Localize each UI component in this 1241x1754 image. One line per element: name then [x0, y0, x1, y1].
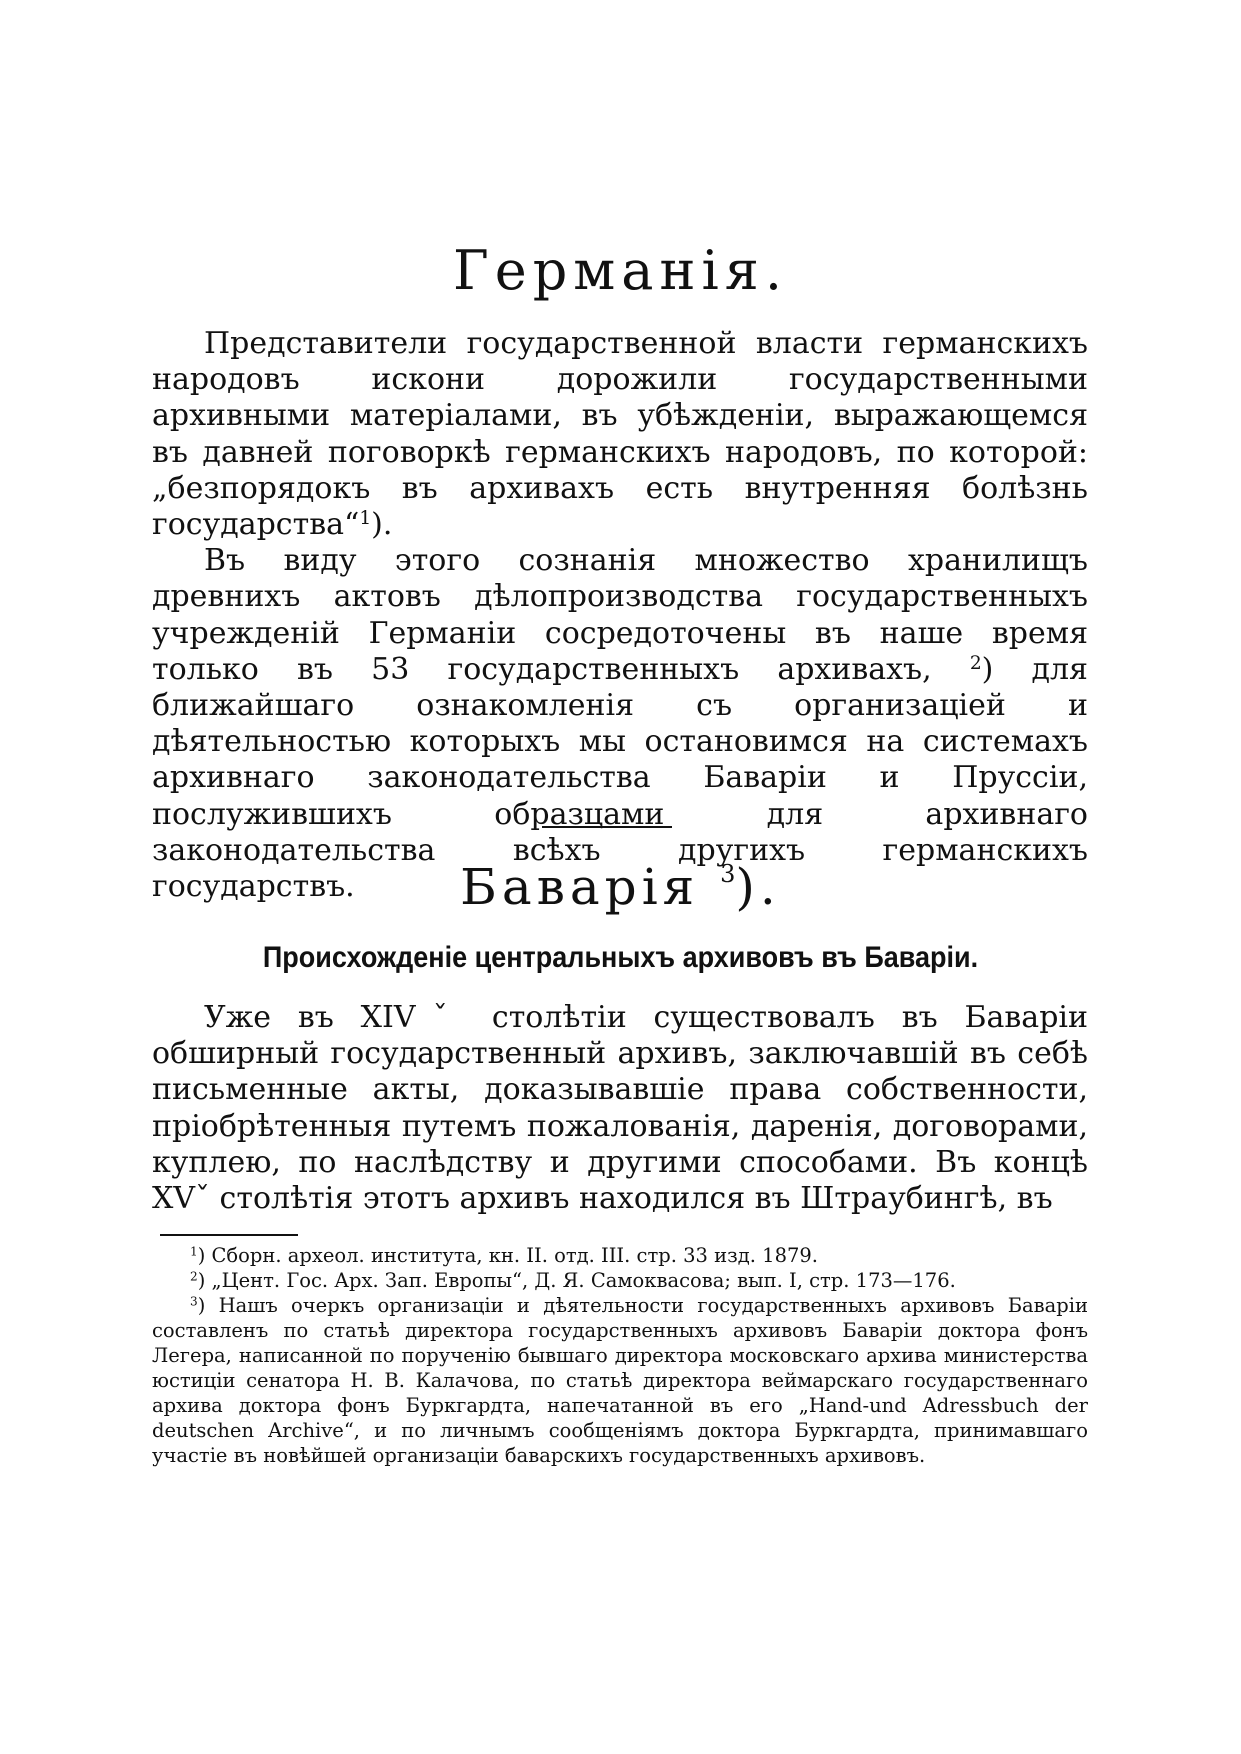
footnotes: [152, 1243, 1088, 1468]
section-title-germany: Германія.: [453, 239, 788, 302]
germany-paragraph-2: Въ виду этого сознанія множество хранилищъ древнихъ актовъ дѣлопроизводства государственныхъ учрежденій Германіи сосредоточены въ наше время только въ 53 государственныхъ архивахъ, $^2$) для ближайшаго ознакомленія съ организаціей и дѣятельностью которыхъ мы остановимся на системахъ архивнаго законодательства Баваріи и Пруссіи, послужившихъ образцами для архивнаго законодательства всѣхъ другихъ германскихъ государствъ.: [152, 543, 1088, 905]
footnote-ref-1: 1: [359, 507, 372, 529]
footnote-1: $^1$) Сборн. археол. института, кн. II. отд. III. стр. 33 изд. 1879.: [190, 1244, 818, 1267]
bavaria-text: [152, 1000, 1088, 1217]
footnote-2: $^2$) „Цент. Гос. Арх. Зап. Европы“, Д. Я. Самоквасова; вып. I, стр. 173—176.: [190, 1269, 956, 1292]
section-separator: [542, 826, 672, 828]
footnote-rule: [160, 1234, 298, 1236]
subheading-origin: Происхожденіе центральныхъ архивовъ въ Баваріи.: [262, 941, 979, 974]
germany-paragraph-1: Представители государственной власти германскихъ народовъ искони дорожили государственными архивными матеріалами, въ убѣжденіи, выражающемся въ давней поговоркѣ германскихъ народовъ, по которой: „безпорядокъ въ архивахъ есть внутренняя болѣзнь государства“$^1$).: [152, 326, 1088, 543]
bavaria-paragraph-1: Уже въ XIVˇ столѣтіи существовалъ въ Баваріи обширный государственный архивъ, заключавшій въ себѣ письменные акты, доказывавшіе права собственности, пріобрѣтенныя путемъ пожалованія, даренія, договорами, куплею, по наслѣдству и другими способами. Въ концѣ XVˇ столѣтія этотъ архивъ находился въ Штраубингѣ, въ: [152, 1000, 1088, 1217]
footnote-ref-2: 2: [969, 652, 982, 674]
footnote-3: $^3$) Нашъ очеркъ организаціи и дѣятельности государственныхъ архивовъ Баваріи составленъ по статьѣ директора государственныхъ архивовъ Баваріи доктора фонъ Легера, написанной по порученію бывшаго директора московскаго архива министерства юстиціи сенатора Н. В. Калачова, по статьѣ директора веймарскаго государственнаго архива доктора фонъ Буркгардта, напечатанной въ его „Hand-und Adressbuch der deutschen Archive“, и по личнымъ сообщеніямъ доктора Буркгардта, принимавшаго участіе въ новѣйшей организаціи баварскихъ государственныхъ архивовъ.: [152, 1294, 1088, 1467]
footnote-ref-3: 3: [720, 860, 736, 888]
germany-text: [152, 326, 1088, 905]
section-title-bavaria: Баварія $^3$).: [460, 858, 781, 916]
